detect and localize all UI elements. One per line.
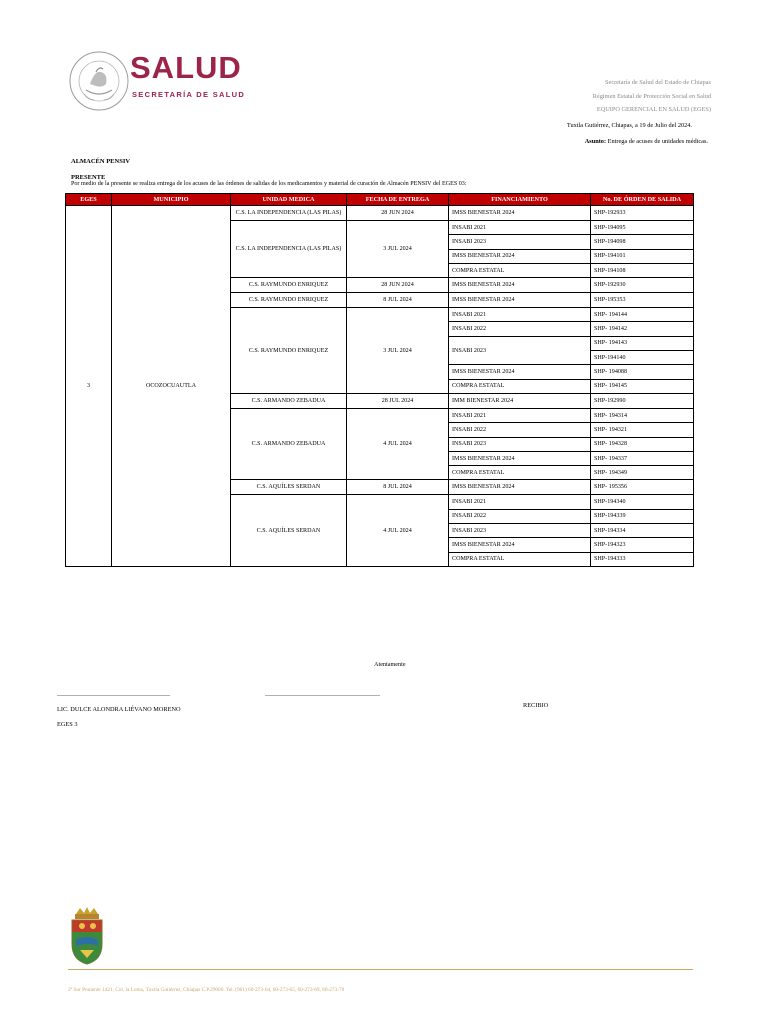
unidad-cell: C.S. RAYMUNDO ENRIQUEZ [231,308,347,394]
orden-cell: SHP-194323 [591,538,694,552]
col-header-financiamiento: FINANCIAMIENTO [449,194,591,206]
unidad-cell: C.S. ARMANDO ZEBADUA [231,408,347,479]
signature-line-left [57,695,170,696]
financiamiento-cell: INSABI 2021 [449,408,591,422]
col-header-orden: No. DE ÓRDEN DE SALIDA [591,194,694,206]
orden-cell: SHP- 194314 [591,408,694,422]
intro-text: Por medio de la presente se realiza entrega de los acuses de las órdenes de salidas de los medicamentos y material de curación de Almacén PENSIV del EGES 03: [71,181,467,187]
orden-cell: SHP- 194145 [591,379,694,393]
chiapas-coat-of-arms-icon [68,906,106,966]
financiamiento-cell: IMM BIENESTAR 2024 [449,393,591,408]
orden-cell: SHP- 194144 [591,308,694,322]
financiamiento-cell: COMPRA ESTATAL [449,379,591,393]
orden-cell: SHP- 194088 [591,365,694,379]
fecha-cell: 3 JUL 2024 [347,221,449,278]
financiamiento-cell: IMSS BIENESTAR 2024 [449,451,591,465]
org-line: Secretaría de Salud del Estado de Chiapas [605,79,711,86]
addressee-name: ALMACÉN PENSIV [71,158,131,165]
orden-cell: SHP- 194349 [591,466,694,480]
fecha-cell: 3 JUL 2024 [347,308,449,394]
orden-cell: SHP-194108 [591,263,694,277]
financiamiento-cell: INSABI 2023 [449,437,591,451]
orden-cell: SHP- 194143 [591,336,694,350]
orden-cell: SHP- 195356 [591,480,694,495]
fecha-cell: 8 JUL 2024 [347,293,449,308]
financiamiento-cell: COMPRA ESTATAL [449,466,591,480]
orden-cell: SHP-192933 [591,206,694,221]
financiamiento-cell: INSABI 2023 [449,336,591,365]
subject-text: Entrega de acuses de unidades médicas. [606,138,708,145]
footer-divider [68,969,693,970]
addressee-presente: PRESENTE [71,174,106,181]
unidad-cell: C.S. LA INDEPENDENCIA (LAS PILAS) [231,206,347,221]
signer-name: LIC. DULCE ALONDRA LIÉVANO MORENO [57,706,181,713]
mexico-seal-icon [68,50,130,112]
fecha-cell: 28 JUN 2024 [347,278,449,293]
org-line: EQUIPO GERENCIAL EN SALUD (EGES) [596,106,711,113]
orden-cell: SHP-194098 [591,235,694,249]
financiamiento-cell: INSABI 2022 [449,509,591,523]
financiamiento-cell: IMSS BIENESTAR 2024 [449,293,591,308]
financiamiento-cell: IMSS BIENESTAR 2024 [449,538,591,552]
orden-cell: SHP- 194142 [591,322,694,336]
fecha-cell: 4 JUL 2024 [347,495,449,566]
signature-line-right [265,695,380,696]
financiamiento-cell: INSABI 2021 [449,495,591,509]
orden-cell: SHP- 194321 [591,423,694,437]
table-body [66,206,694,567]
orden-cell: SHP-194340 [591,495,694,509]
orden-cell: SHP-192930 [591,278,694,293]
subject [585,138,708,145]
footer-address: 2ª Sur Poniente 1421, Col. la Loma, Tuxtla Gutiérrez, Chiapas C.P.29000. Tel. (961) 60-273-64, 60-273-65, 60-273-69, 60-273-70 [68,987,345,993]
logo-salud [68,48,248,110]
financiamiento-cell: INSABI 2022 [449,322,591,336]
logo-subtitle: SECRETARÍA DE SALUD [132,90,246,99]
orden-cell: SHP-194140 [591,351,694,365]
financiamiento-cell: INSABI 2022 [449,423,591,437]
financiamiento-cell: INSABI 2023 [449,524,591,538]
signer-role: EGES 3 [57,721,78,728]
col-header-unidad: UNIDAD MEDICA [231,194,347,206]
financiamiento-cell: INSABI 2021 [449,308,591,322]
signer [57,702,181,732]
financiamiento-cell: IMSS BIENESTAR 2024 [449,480,591,495]
financiamiento-cell: IMSS BIENESTAR 2024 [449,206,591,221]
unidad-cell: C.S. RAYMUNDO ENRIQUEZ [231,278,347,293]
org-lines [593,76,711,117]
fecha-cell: 8 JUL 2024 [347,480,449,495]
unidad-cell: C.S. RAYMUNDO ENRIQUEZ [231,293,347,308]
table-header-row [66,194,694,206]
orden-cell: SHP-194101 [591,249,694,263]
financiamiento-cell: INSABI 2021 [449,221,591,235]
unidad-cell: C.S. AQUÍLES SERDAN [231,480,347,495]
logo-title: SALUD [130,50,242,85]
orden-cell: SHP- 194328 [591,437,694,451]
orden-cell: SHP-194339 [591,509,694,523]
orden-cell: SHP-194334 [591,524,694,538]
financiamiento-cell: IMSS BIENESTAR 2024 [449,365,591,379]
municipio-cell: OCOZOCUAUTLA [112,206,231,567]
col-header-municipio: MUNICIPIO [112,194,231,206]
col-header-eges: EGES [66,194,112,206]
col-header-fecha: FECHA DE ENTREGA [347,194,449,206]
recibio-label: RECIBIO [523,702,549,709]
financiamiento-cell: COMPRA ESTATAL [449,263,591,277]
eges-cell: 3 [66,206,112,567]
financiamiento-cell: IMSS BIENESTAR 2024 [449,278,591,293]
orden-cell: SHP-192990 [591,393,694,408]
fecha-cell: 4 JUL 2024 [347,408,449,479]
place-date: Tuxtla Gutiérrez, Chiapas, a 19 de Julio del 2024. [566,122,692,129]
fecha-cell: 28 JUL 2024 [347,393,449,408]
unidad-cell: C.S. LA INDEPENDENCIA (LAS PILAS) [231,221,347,278]
orden-cell: SHP-194333 [591,552,694,566]
unidad-cell: C.S. AQUÍLES SERDAN [231,495,347,566]
deliveries-table [65,193,694,567]
atentamente: Atentamente [374,661,406,668]
subject-label: Asunto: [584,138,607,145]
orden-cell: SHP-195353 [591,293,694,308]
unidad-cell: C.S. ARMANDO ZEBADUA [231,393,347,408]
financiamiento-cell: IMSS BIENESTAR 2024 [449,249,591,263]
financiamiento-cell: INSABI 2023 [449,235,591,249]
orden-cell: SHP-194095 [591,221,694,235]
table-row [66,206,694,221]
org-line: Régimen Estatal de Protección Social en Salud [592,92,711,100]
financiamiento-cell: COMPRA ESTATAL [449,552,591,566]
fecha-cell: 28 JUN 2024 [347,206,449,221]
orden-cell: SHP- 194337 [591,451,694,465]
